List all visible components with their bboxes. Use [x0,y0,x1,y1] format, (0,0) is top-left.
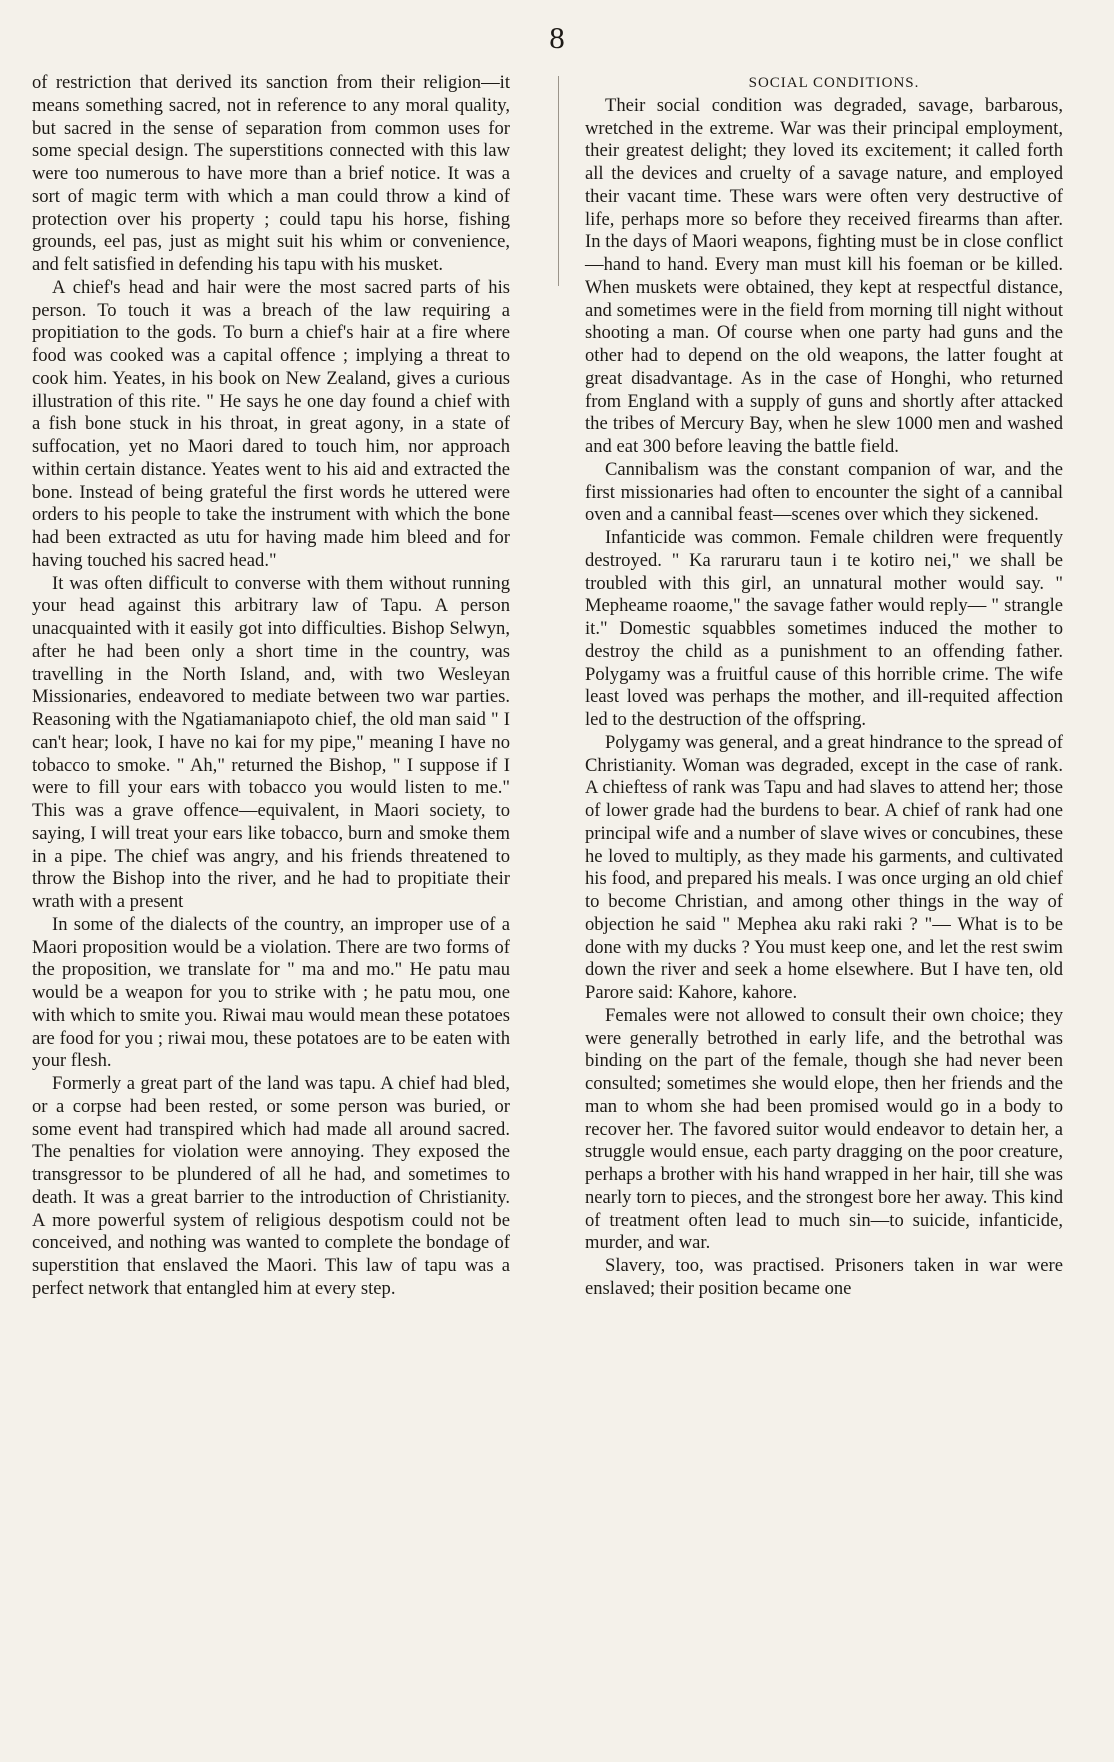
paragraph-dialects: In some of the dialects of the country, an improper use of a Maori proposition would be a violation. There are two forms of the proposition, we translate for " ma and mo." He patu mau would be a weapon for you to strike with ; he patu mou, one with which to smite you. Riwai mau would mean these potatoes are food for you ; riwai mou, these potatoes are to be eaten with your flesh. [32,913,510,1072]
paragraph-cannibalism: Cannibalism was the constant companion of war, and the first missionaries had often to encounter the sight of a cannibal oven and a cannibal feast—scenes over which they sickened. [585,458,1063,526]
column-divider [558,76,559,286]
page-number: 8 [549,20,565,55]
right-column [585,72,1063,1301]
paragraph-females: Females were not allowed to consult their own choice; they were generally betrothed in early life, and the betrothal was binding on the part of the female, though she had never been consulted; sometimes she would elope, then her friends and the man to whom she had been promised would go in a body to recover her. The favored suitor would endeavor to detain her, a struggle would ensue, each party dragging on the poor creature, perhaps a brother with his hand wrapped in her hair, till she was nearly torn to pieces, and the strongest bore her away. This kind of treatment often lead to much sin—to suicide, infanticide, murder, and war. [585,1004,1063,1254]
paragraph-land-tapu: Formerly a great part of the land was tapu. A chief had bled, or a corpse had been rested, or some person was buried, or some event had transpired which had made all around sacred. The penalties for violation were annoying. They exposed the transgressor to be plundered of all he had, and sometimes to death. It was a great barrier to the introduction of Christianity. A more powerful system of religious despotism could not be conceived, and nothing was wanted to complete the bondage of superstition that enslaved the Maori. This law of tapu was a perfect network that entangled him at every step. [32,1073,510,1299]
section-heading: SOCIAL CONDITIONS. [748,75,920,91]
left-column [32,72,510,1301]
paragraph-bishop-selwyn: It was often difficult to converse with them without running your head against this arbitrary law of Tapu. A person unacquainted with it easily got into difficulties. Bishop Selwyn, after he had been only a short time in the country, was travelling in the North Island, and, with two Wesleyan Missionaries, endeavored to mediate between two war parties. Reasoning with the Ngatiamaniapoto chief, the old man said " I can't hear; look, I have no kai for my pipe," meaning I have no tobacco to smoke. " Ah," returned the Bishop, " I suppose if I were to fill your ears with tobacco you would listen to me." This was a grave offence—equivalent, in Maori society, to saying, I will treat your ears like tobacco, burn and smoke them in a pipe. The chief was angry, and his friends threatened to throw the Bishop into the river, and he had to propitiate their wrath with a present [32,572,510,912]
paragraph-slavery: Slavery, too, was practised. Prisoners taken in war were enslaved; their position became one [585,1255,1063,1299]
paragraph-tapu-continued: of restriction that derived its sanction from their religion—it means something sacred, not in reference to any moral quality, but sacred in the sense of separation from common uses for some special design. The superstitions connected with this law were too numerous to have more than a brief notice. It was a sort of magic term with which a man could throw a kind of protection over his property ; could tapu his horse, fishing grounds, eel pas, just as might suit his whim or convenience, and felt satisfied in defending his tapu with his musket. [32,72,510,275]
paragraph-chiefs-head: A chief's head and hair were the most sacred parts of his person. To touch it was a breach of the law requiring a propitiation to the gods. To burn a chief's hair at a fire where food was cooked was a capital offence ; implying a threat to cook him. Yeates, in his book on New Zealand, gives a curious illustration of this rite. " He says he one day found a chief with a fish bone stuck in his throat, in great agony, in a state of suffocation, yet no Maori dared to touch him, nor approach within certain distance. Yeates went to his aid and extracted the bone. Instead of being grateful the first words he uttered were orders to his people to take the instrument with which the bone had been extracted as utu for having made him bleed and for having touched his sacred head." [32,276,510,571]
paragraph-infanticide: Infanticide was common. Female children were frequently destroyed. " Ka raruraru taun i te kotiro nei," we shall be troubled with this girl, an unnatural mother would say. " Mepheame roaome," the savage father would reply— " strangle it." Domestic squabbles sometimes induced the mother to destroy the child as a punishment to an offending father. Polygamy was a fruitful cause of this horrible crime. The wife least loved was perhaps the mother, and ill-requited affection led to the destruction of the offspring. [585,527,1063,730]
paragraph-social-condition: Their social condition was degraded, savage, barbarous, wretched in the extreme. War was their principal employment, their greatest delight; they loved its excitement; it called forth all the devices and cruelty of a savage nature, and employed their vacant time. These wars were often very destructive of life, perhaps more so before they received firearms than after. In the days of Maori weapons, fighting must be in close conflict—hand to hand. Every man must kill his foeman or be killed. When muskets were obtained, they kept at respectful distance, and sometimes were in the field from morning till night without shooting a man. Of course when one party had guns and the other had to depend on the old weapons, the latter fought at great disadvantage. As in the case of Honghi, who returned from England with a supply of guns and shortly after attacked the tribes of Mercury Bay, when he slew 1000 men and washed and eat 300 before leaving the battle field. [585,94,1063,457]
paragraph-polygamy: Polygamy was general, and a great hindrance to the spread of Christianity. Woman was degraded, except in the case of rank. A chieftess of rank was Tapu and had slaves to attend her; those of lower grade had the burdens to bear. A chief of rank had one principal wife and a number of slave wives or concubines, these he loved to multiply, as they made his garments, and cultivated his food, and prepared his meals. I was once urging an old chief to become Christian, and among other things in the way of objection he said " Mephea aku raki raki ? "— What is to be done with my ducks ? You must keep one, and let the rest swim down the river and seek a home elsewhere. But I have ten, old Parore said: Kahore, kahore. [585,731,1063,1003]
